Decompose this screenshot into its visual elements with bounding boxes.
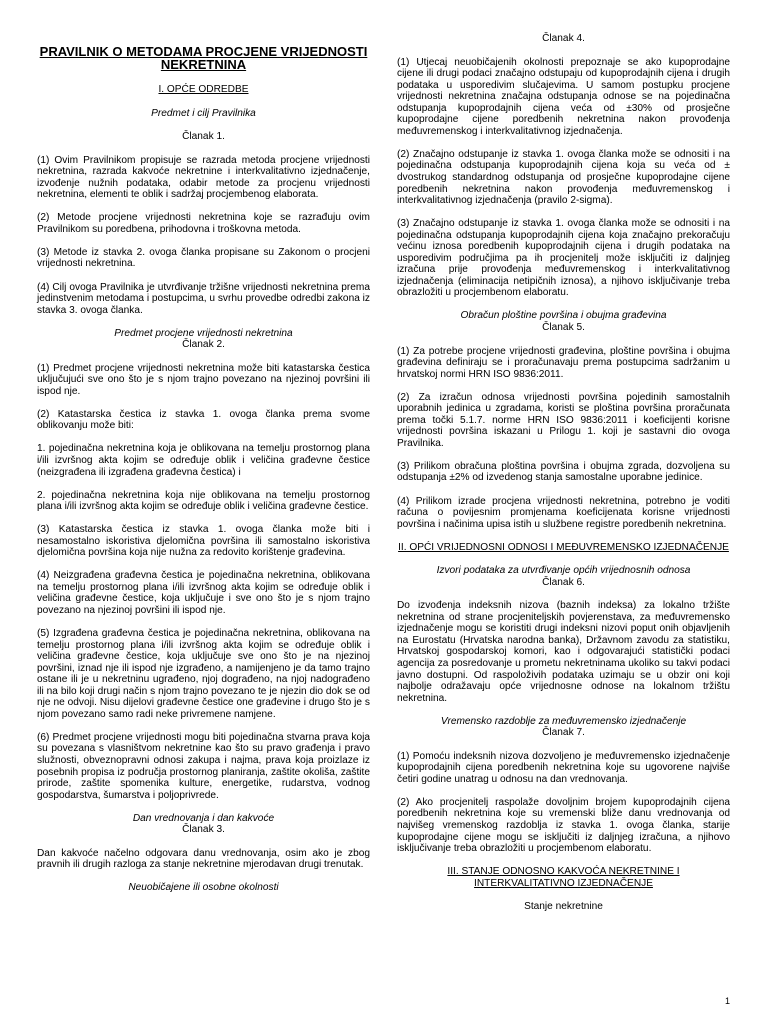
article-heading-3: Članak 3. xyxy=(182,824,225,836)
paragraph: (2) Za izračun odnosa vrijednosti površina pojedinih samostalnih uporabnih jedinica u zgradama, koristi se ploština površina proračunata prema točki 5.1.7. norme HRN ISO 9836:2011 i koeficijenti korisne vrijednosti površina iskazani u Prilogu 1. koji je sastavni dio ovoga Pravilnika. xyxy=(397,391,730,449)
article-heading-1: Članak 1. xyxy=(182,131,225,143)
paragraph: (2) Ako procjenitelj raspolaže dovoljnim brojem kupoprodajnih cijena poredbenih nekretnina koje su vremenski bliže danu vrednovanja od najvišeg vremenskog razdoblja iz stavka 1. ovoga članka, starije kupoprodajne cijene mogu se isključiti iz daljnjeg izračuna, a njihovo isključivanje treba obrazložiti u procjembenom elaboratu. xyxy=(397,796,730,855)
document-title: PRAVILNIK O METODAMA PROCJENE VRIJEDNOSTI NEKRETNINA xyxy=(39,44,368,72)
article-subject-6: Izvori podataka za utvrđivanje općih vrijednosnih odnosa xyxy=(436,565,691,577)
article-subject-1: Predmet i cilj Pravilnika xyxy=(151,107,256,119)
article-heading-5: Članak 5. xyxy=(542,321,585,333)
article-heading-7: Članak 7. xyxy=(542,727,585,739)
article-subject-3: Dan vrednovanja i dan kakvoće xyxy=(132,812,275,824)
paragraph: (4) Cilj ovoga Pravilnika je utvrđivanje tržišne vrijednosti nekretnina prema jedinstvenim metodama i postupcima, u svrhu provedbe odredbi zakona iz stavka 3. ovoga članka. xyxy=(37,281,370,316)
paragraph: (2) Metode procjene vrijednosti nekretnina koje se razrađuju ovim Pravilnikom su poredbena, prihodovna i troškovna metoda. xyxy=(37,212,370,235)
article-subject-8: Stanje nekretnine xyxy=(524,901,603,913)
paragraph: (1) Ovim Pravilnikom propisuje se razrada metoda procjene vrijednosti nekretnina, razrada kakvoće nekretnine i interkvalitativno izjednačenje, izvođenje nužnih podataka, odabir metode za procjenu vrijednosti nekretnina, elementi te oblik i sadržaj procjembenog elaborata. xyxy=(37,154,370,201)
article-heading-4: Članak 4. xyxy=(542,33,585,44)
paragraph: (1) Predmet procjene vrijednosti nekretnina može biti katastarska čestica uključujući sve ono što je s njom trajno povezano na njezinoj površini ili ispod nje. xyxy=(37,362,370,397)
paragraph: (3) Prilikom obračuna ploština površina i obujma zgrada, dozvoljena su odstupanja ±2% od izvedenog stanja samostalne uporabne jedinice. xyxy=(397,460,730,484)
article-subject-7: Vremensko razdoblje za međuvremensko izjednačenje xyxy=(440,715,687,727)
paragraph: (1) Utjecaj neuobičajenih okolnosti prepoznaje se ako kupoprodajne cijene ili drugi podaci značajno odstupaju od kupoprodajnih cijena i drugih podataka u usporedivim slučajevima. U samom postupku procjene vrijednosti nekretnina značajna odstupanja odnose se na pojedinačna odstupanja kupoprodajnih cijena veća od ±30% od prosječne kupoprodajne cijene poredbenih nekretnina nakon provođenja međuvremenskog i interkvalitativnog izjednačenja. xyxy=(397,56,730,137)
paragraph: (2) Značajno odstupanje iz stavka 1. ovoga članka može se odnositi i na pojedinačna odstupanja kupoprodajnih cijena koja su veća od ± dvostrukog standardnog odstupanja od prosječne kupoprodajne cijene poredbenih nekretnina nakon provođenja međuvremenskog i interkvalitativnog izjednačenja (pravilo 2-sigma). xyxy=(397,148,730,207)
article-heading-2: Članak 2. xyxy=(182,339,225,351)
paragraph: (5) Izgrađena građevna čestica je pojedinačna nekretnina, oblikovana na temelju prostornog plana i/ili izvršnog akta kojim se određuje oblik i veličina građevne čestice, koja uključuje sve ono što je na njezinoj površini, iznad nje ili ispod nje izgrađeno, a namijenjeno je da tamo trajno ostane ili je u nekretninu ugrađeno, njoj dograđeno, na njoj nadograđeno ili na bilo koji drugi način s njom trajno povezano te je njezin dio dok se od nje ne odvoji. Nisu dijelovi građevne čestice one građevine i drugo što je s njom povezano samo radi neke privremene namjene. xyxy=(37,628,370,720)
paragraph: (3) Katastarska čestica iz stavka 1. ovoga članka može biti i nesamostalno iskoristiva djelomična površina ili samostalno iskoristiva djelomična površina koja nije nužna za redovito korištenje građevina. xyxy=(37,524,370,559)
page-number: 1 xyxy=(724,996,730,1006)
section-heading-2: II. OPĆI VRIJEDNOSNI ODNOSI I MEĐUVREMENSKO IZJEDNAČENJE xyxy=(398,541,729,553)
paragraph: (1) Za potrebe procjene vrijednosti građevina, ploštine površina i obujma građevina definiraju se i proračunavaju prema postupcima sadržanim u hrvatskoj normi HRN ISO 9836:2011. xyxy=(397,345,730,380)
paragraph: (1) Pomoću indeksnih nizova dozvoljeno je međuvremensko izjednačenje kupoprodajnih cijena poredbenih nekretnina koje su ugovorene najviše četiri godine unatrag u odnosu na dan vrednovanja. xyxy=(397,750,730,785)
paragraph: (3) Značajno odstupanje iz stavka 1. ovoga članka može se odnositi i na pojedinačna odstupanja kupoprodajnih cijena koja značajno prekoračuju većinu iznosa poredbenih kupoprodajnih cijena i drugih podataka na usporedivim područjima pa ih procjenitelj može isključiti iz daljnjeg izračuna prije provođenja međuvremenskog i interkvalitativnog izjednačenja (eliminacija netipičnih iznosa), a njihovo isključivanje treba obrazložiti u procjembenom elaboratu. xyxy=(397,218,730,299)
paragraph: (6) Predmet procjene vrijednosti mogu biti pojedinačna stvarna prava koja su povezana s vlasništvom nekretnine kao što su pravo građenja i pravo služnosti, obveznopravni odnosi zakupa i najma, prava koja proizlaze iz posebnih propisa iz područja prostornog planiranja, zaštite okoliša, zaštite prirode, zaštite spomenika kulture, energetike, rudarstva, vodnog gospodarstva, šumarstva i poljoprivrede. xyxy=(37,731,370,801)
paragraph: (4) Neizgrađena građevna čestica je pojedinačna nekretnina, oblikovana na temelju prostornog plana i/ili izvršnog akta kojim se određuje oblik i veličina građevne čestice, koja uključuje i sve ono što je s njom trajno povezano na njezinoj površini ili ispod nje. xyxy=(37,570,370,616)
list-item: 1. pojedinačna nekretnina koja je oblikovana na temelju prostornog plana i/ili izvršnog akta kojim se određuje oblik i veličina građevne čestice (neizgrađena ili izgrađena građevna čestica) i xyxy=(37,443,370,478)
paragraph: Do izvođenja indeksnih nizova (baznih indeksa) za lokalno tržište nekretnina od strane procjeniteljskih povjerenstava, za međuvremensko izjednačenje mogu se koristiti drugi indeksni nizovi poput onih objavljenih na Eurostatu (Hrvatska narodna banka), Državnom zavodu za statistiku, Hrvatskoj gospodarskoj komori, kao i odgovarajući statistički podaci agencija za posredovanje u prometu nekretninama ukoliko su takvi podaci javno dostupni. Od raspoloživih podataka uzimaju se u obzir oni koji najbolje odražavaju opće vrijednosne odnose na lokalnom tržištu nekretnina. xyxy=(397,600,730,704)
paragraph: (4) Prilikom izrade procjena vrijednosti nekretnina, potrebno je voditi računa o povijesnim promjenama koeficijenata korisne vrijednosti površina i načinima upisa istih u službene registre poredbenih nekretnina. xyxy=(397,495,730,530)
article-subject-2: Predmet procjene vrijednosti nekretnina xyxy=(114,327,293,339)
section-heading-3: III. STANJE ODNOSNO KAKVOĆA NEKRETNINE I INTERKVALITATIVNO IZJEDNAČENJE xyxy=(447,866,680,889)
right-column xyxy=(397,33,730,913)
paragraph: (3) Metode iz stavka 2. ovoga članka propisane su Zakonom o procjeni vrijednosti nekretnina. xyxy=(37,246,370,270)
left-column xyxy=(37,33,370,894)
article-subject-5: Obračun ploštine površina i obujma građevina xyxy=(460,310,667,322)
article-subject-4: Neuobičajene ili osobne okolnosti xyxy=(128,882,279,894)
article-heading-6: Članak 6. xyxy=(542,576,585,588)
paragraph: (2) Katastarska čestica iz stavka 1. ovoga članka prema svome oblikovanju može biti: xyxy=(37,408,370,432)
list-item: 2. pojedinačna nekretnina koja nije oblikovana na temelju prostornog plana i/ili izvršnog akta kojim se određuje oblik i veličina građevne čestice. xyxy=(37,489,370,513)
section-heading-1: I. OPĆE ODREDBE xyxy=(158,84,249,95)
paragraph: Dan kakvoće načelno odgovara danu vrednovanja, osim ako je zbog pravnih ili drugih razloga za stanje nekretnine mjerodavan drugi trenutak. xyxy=(37,847,370,871)
